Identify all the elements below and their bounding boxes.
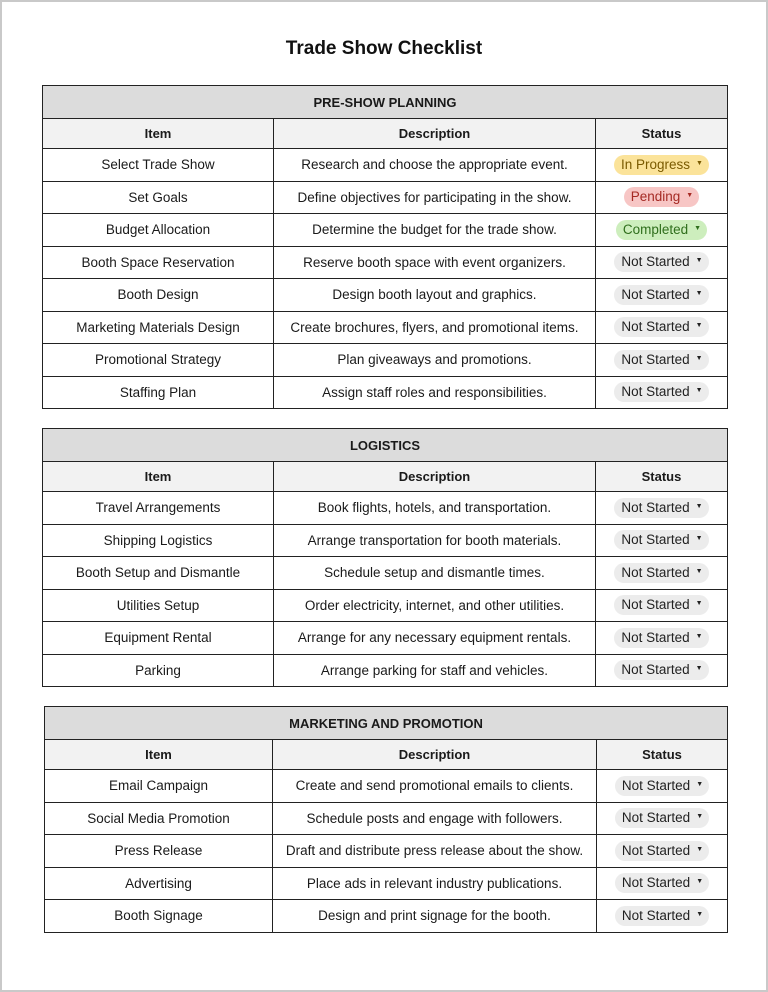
- status-cell: [596, 524, 728, 557]
- status-label: Not Started: [621, 286, 690, 302]
- status-dropdown[interactable]: [615, 906, 709, 926]
- item-cell: Booth Design: [43, 279, 274, 312]
- item-cell: Press Release: [45, 835, 273, 868]
- status-label: Not Started: [621, 564, 690, 580]
- status-dropdown[interactable]: [615, 808, 709, 828]
- caret-down-icon: ▼: [695, 322, 703, 330]
- description-cell: Define objectives for participating in the show.: [274, 181, 596, 214]
- table-row: [45, 770, 728, 803]
- status-cell: [596, 589, 728, 622]
- status-label: Not Started: [621, 907, 691, 923]
- status-label: Not Started: [621, 662, 690, 678]
- status-cell: [597, 835, 728, 868]
- table-row: [43, 654, 728, 687]
- section-marketing-and-promotion: [44, 706, 728, 933]
- caret-down-icon: ▼: [695, 502, 703, 510]
- caret-down-icon: ▼: [695, 387, 703, 395]
- status-cell: [596, 214, 728, 247]
- table-row: [43, 622, 728, 655]
- status-cell: [597, 867, 728, 900]
- description-cell: Plan giveaways and promotions.: [274, 344, 596, 377]
- status-label: Not Started: [621, 842, 691, 858]
- column-header-status: Status: [597, 740, 728, 770]
- description-cell: Create brochures, flyers, and promotional items.: [274, 311, 596, 344]
- item-cell: Advertising: [45, 867, 273, 900]
- status-dropdown[interactable]: [624, 187, 699, 207]
- item-cell: Travel Arrangements: [43, 492, 274, 525]
- table-row: [45, 867, 728, 900]
- column-header-description: Description: [273, 740, 597, 770]
- description-cell: Create and send promotional emails to clients.: [273, 770, 597, 803]
- table-row: [43, 311, 728, 344]
- description-cell: Place ads in relevant industry publications.: [273, 867, 597, 900]
- status-cell: [596, 149, 728, 182]
- item-cell: Marketing Materials Design: [43, 311, 274, 344]
- status-dropdown[interactable]: [614, 628, 708, 648]
- status-dropdown[interactable]: [614, 382, 708, 402]
- table-row: [43, 214, 728, 247]
- status-dropdown[interactable]: [614, 252, 708, 272]
- description-cell: Design booth layout and graphics.: [274, 279, 596, 312]
- status-cell: [597, 900, 728, 933]
- table-row: [43, 376, 728, 409]
- column-header-item: Item: [45, 740, 273, 770]
- description-cell: Order electricity, internet, and other utilities.: [274, 589, 596, 622]
- status-label: Not Started: [621, 532, 690, 548]
- status-dropdown[interactable]: [615, 873, 709, 893]
- description-cell: Research and choose the appropriate event.: [274, 149, 596, 182]
- item-cell: Social Media Promotion: [45, 802, 273, 835]
- description-cell: Reserve booth space with event organizers.: [274, 246, 596, 279]
- caret-down-icon: ▼: [695, 289, 703, 297]
- column-header-item: Item: [43, 119, 274, 149]
- item-cell: Select Trade Show: [43, 149, 274, 182]
- item-cell: Equipment Rental: [43, 622, 274, 655]
- status-label: Not Started: [621, 810, 691, 826]
- status-cell: [596, 376, 728, 409]
- caret-down-icon: ▼: [695, 354, 703, 362]
- section-title: PRE-SHOW PLANNING: [43, 86, 728, 119]
- status-label: Not Started: [621, 777, 691, 793]
- item-cell: Budget Allocation: [43, 214, 274, 247]
- description-cell: Book flights, hotels, and transportation.: [274, 492, 596, 525]
- status-dropdown[interactable]: [614, 563, 708, 583]
- status-dropdown[interactable]: [614, 350, 708, 370]
- status-dropdown[interactable]: [614, 317, 708, 337]
- status-label: Not Started: [621, 629, 690, 645]
- status-label: Not Started: [621, 384, 690, 400]
- status-cell: [596, 492, 728, 525]
- description-cell: Arrange for any necessary equipment rentals.: [274, 622, 596, 655]
- table-row: [43, 279, 728, 312]
- status-label: Pending: [630, 189, 681, 205]
- table-row: [43, 524, 728, 557]
- table-row: [43, 492, 728, 525]
- status-label: Not Started: [621, 319, 690, 335]
- column-header-description: Description: [274, 119, 596, 149]
- status-label: Not Started: [621, 499, 690, 515]
- description-cell: Determine the budget for the trade show.: [274, 214, 596, 247]
- status-cell: [596, 181, 728, 214]
- status-dropdown[interactable]: [615, 776, 709, 796]
- status-dropdown[interactable]: [615, 841, 709, 861]
- item-cell: Booth Setup and Dismantle: [43, 557, 274, 590]
- status-cell: [597, 770, 728, 803]
- status-cell: [596, 557, 728, 590]
- item-cell: Booth Signage: [45, 900, 273, 933]
- description-cell: Design and print signage for the booth.: [273, 900, 597, 933]
- table-row: [43, 557, 728, 590]
- caret-down-icon: ▼: [695, 632, 703, 640]
- status-cell: [596, 279, 728, 312]
- item-cell: Shipping Logistics: [43, 524, 274, 557]
- status-label: Completed: [622, 221, 689, 237]
- section-pre-show-planning: [42, 85, 728, 409]
- description-cell: Draft and distribute press release about the show.: [273, 835, 597, 868]
- description-cell: Schedule posts and engage with followers.: [273, 802, 597, 835]
- table-row: [45, 835, 728, 868]
- column-header-item: Item: [43, 462, 274, 492]
- caret-down-icon: ▼: [686, 192, 694, 200]
- description-cell: Assign staff roles and responsibilities.: [274, 376, 596, 409]
- item-cell: Email Campaign: [45, 770, 273, 803]
- page-title: Trade Show Checklist: [285, 38, 483, 59]
- status-dropdown[interactable]: [614, 595, 708, 615]
- description-cell: Arrange parking for staff and vehicles.: [274, 654, 596, 687]
- caret-down-icon: ▼: [694, 224, 702, 232]
- status-label: Not Started: [621, 875, 691, 891]
- status-dropdown[interactable]: [616, 220, 707, 240]
- item-cell: Set Goals: [43, 181, 274, 214]
- item-cell: Staffing Plan: [43, 376, 274, 409]
- status-label: In Progress: [621, 156, 691, 172]
- description-cell: Arrange transportation for booth materials.: [274, 524, 596, 557]
- caret-down-icon: ▼: [695, 600, 703, 608]
- item-cell: Booth Space Reservation: [43, 246, 274, 279]
- caret-down-icon: ▼: [696, 780, 704, 788]
- table-row: [43, 589, 728, 622]
- status-dropdown[interactable]: [614, 155, 709, 175]
- status-dropdown[interactable]: [614, 530, 708, 550]
- status-label: Not Started: [621, 351, 690, 367]
- section-title: MARKETING AND PROMOTION: [45, 707, 728, 740]
- caret-down-icon: ▼: [696, 910, 704, 918]
- status-cell: [596, 344, 728, 377]
- description-cell: Schedule setup and dismantle times.: [274, 557, 596, 590]
- status-label: Not Started: [621, 254, 690, 270]
- caret-down-icon: ▼: [696, 813, 704, 821]
- table-row: [45, 900, 728, 933]
- table-row: [43, 149, 728, 182]
- status-dropdown[interactable]: [614, 285, 708, 305]
- status-dropdown[interactable]: [614, 660, 708, 680]
- column-header-description: Description: [274, 462, 596, 492]
- section-logistics: [42, 428, 728, 687]
- status-dropdown[interactable]: [614, 498, 708, 518]
- item-cell: Parking: [43, 654, 274, 687]
- status-cell: [596, 246, 728, 279]
- caret-down-icon: ▼: [696, 878, 704, 886]
- column-header-status: Status: [596, 119, 728, 149]
- column-header-status: Status: [596, 462, 728, 492]
- status-cell: [596, 311, 728, 344]
- table-row: [45, 802, 728, 835]
- table-row: [43, 246, 728, 279]
- table-row: [43, 181, 728, 214]
- caret-down-icon: ▼: [695, 257, 703, 265]
- item-cell: Utilities Setup: [43, 589, 274, 622]
- status-cell: [596, 654, 728, 687]
- section-title: LOGISTICS: [43, 429, 728, 462]
- caret-down-icon: ▼: [695, 665, 703, 673]
- caret-down-icon: ▼: [696, 159, 703, 167]
- caret-down-icon: ▼: [695, 567, 703, 575]
- item-cell: Promotional Strategy: [43, 344, 274, 377]
- caret-down-icon: ▼: [696, 845, 704, 853]
- status-label: Not Started: [621, 597, 690, 613]
- table-row: [43, 344, 728, 377]
- caret-down-icon: ▼: [695, 535, 703, 543]
- status-cell: [597, 802, 728, 835]
- status-cell: [596, 622, 728, 655]
